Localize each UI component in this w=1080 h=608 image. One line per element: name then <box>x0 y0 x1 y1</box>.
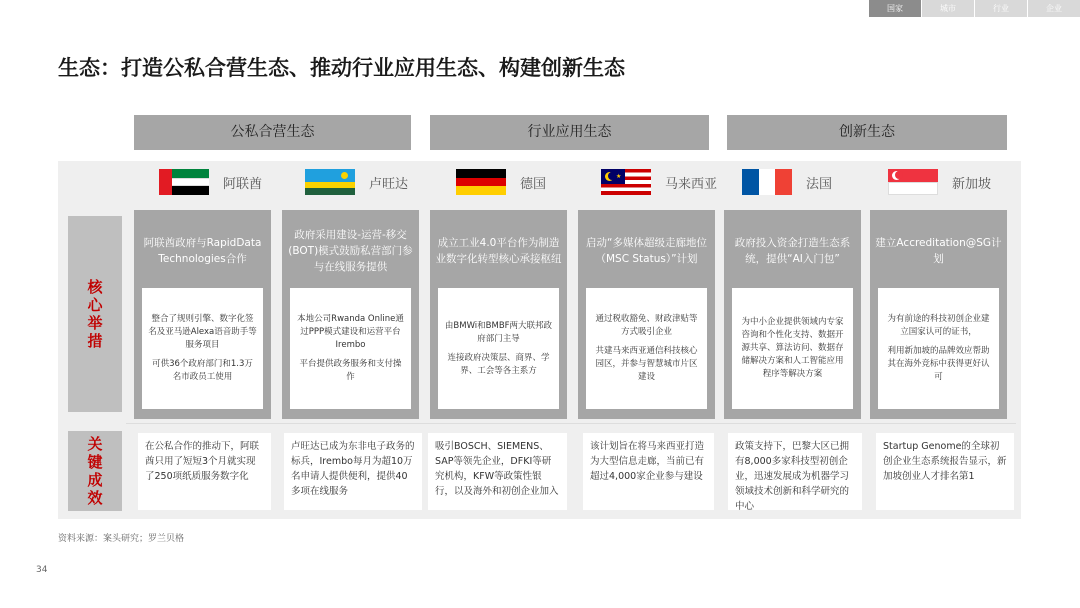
category-innovation: 创新生态 <box>727 115 1007 150</box>
measure-summary: 启动“多媒体超级走廊地位（MSC Status）”计划 <box>586 237 707 265</box>
row-label-results: 关键成效 <box>68 431 122 511</box>
result-singapore: Startup Genome的全球初创企业生态系统报告显示，新加坡创业人才排名第1 <box>876 433 1014 510</box>
top-nav <box>868 0 1080 17</box>
malaysia-flag-icon: ★ <box>601 169 651 195</box>
measure-detail: 为中小企业提供领域内专家咨询和个性化支持、数据开源共享、算法访问、数据存储解决方案和人工智能应用程序等解决方案 <box>732 288 853 409</box>
result-germany: 吸引BOSCH、SIEMENS、SAP等领先企业，DFKI等研究机构，KFW等政策性银行，以及海外和初创企业加入 <box>428 433 567 510</box>
tab-industry[interactable]: 行业 <box>974 0 1027 17</box>
country-name: 德国 <box>520 176 547 192</box>
measure-summary: 建立Accreditation@SG计划 <box>875 237 1002 265</box>
country-name: 阿联酋 <box>223 176 263 192</box>
country-name: 新加坡 <box>952 176 992 192</box>
measure-detail: 本地公司Rwanda Online通过PPP模式建设和运营平台Irembo 平台提供政务服务和支付操作 <box>290 288 411 409</box>
uae-flag-icon <box>159 169 209 195</box>
row-label-measures: 核心举措 <box>68 216 122 412</box>
measure-detail: 通过税收豁免、财政津贴等方式吸引企业 共建马来西亚通信科技核心园区，并参与智慧城市片区建设 <box>586 288 707 409</box>
country-malaysia <box>601 168 717 196</box>
measure-column-germany <box>430 210 567 419</box>
category-industry: 行业应用生态 <box>430 115 709 150</box>
measure-detail: 由BMWi和BMBF两大联邦政府部门主导 连接政府决策层、商界、学界、工会等各主系方 <box>438 288 559 409</box>
singapore-flag-icon <box>888 169 938 195</box>
measure-detail: 整合了规则引擎、数字化签名及亚马逊Alexa语音助手等服务项目 可供36个政府部门和1.3万名市政员工使用 <box>142 288 263 409</box>
measure-summary: 政府采用建设-运营-移交(BOT)模式鼓励私营部门参与在线服务提供 <box>288 229 413 273</box>
measure-column-france <box>724 210 861 419</box>
tab-enterprise[interactable]: 企业 <box>1027 0 1080 17</box>
rwanda-flag-icon <box>305 169 355 195</box>
measure-summary: 政府投入资金打造生态系统，提供“AI入门包” <box>734 237 851 265</box>
page-number: 34 <box>36 565 48 575</box>
country-germany <box>456 168 546 196</box>
result-malaysia: 该计划旨在将马来西亚打造为大型信息走廊，当前已有超过4,000家企业参与建设 <box>583 433 714 510</box>
measure-column-malaysia <box>578 210 715 419</box>
result-france: 政策支持下，巴黎大区已拥有8,000多家科技型初创企业，迅速发展成为机器学习领域技术创新和科学研究的中心 <box>728 433 862 510</box>
country-name: 卢旺达 <box>369 176 409 192</box>
country-france <box>742 168 832 196</box>
result-uae: 在公私合作的推动下，阿联酋只用了短短3个月就实现了250项纸质服务数字化 <box>138 433 271 510</box>
france-flag-icon <box>742 169 792 195</box>
germany-flag-icon <box>456 169 506 195</box>
country-uae <box>159 168 262 196</box>
category-ppp: 公私合营生态 <box>134 115 411 150</box>
page-title: 生态：打造公私合营生态、推动行业应用生态、构建创新生态 <box>58 56 625 80</box>
source-note: 资料来源：案头研究；罗兰贝格 <box>58 534 185 544</box>
country-name: 法国 <box>806 176 833 192</box>
country-name: 马来西亚 <box>665 176 718 192</box>
country-rwanda <box>305 168 408 196</box>
measure-column-singapore <box>870 210 1007 419</box>
measure-summary: 阿联酋政府与RapidData Technologies合作 <box>143 237 262 265</box>
tab-country[interactable]: 国家 <box>868 0 921 17</box>
measure-column-rwanda <box>282 210 419 419</box>
measure-detail: 为有前途的科技初创企业建立国家认可的证书， 利用新加坡的品牌效应帮助其在海外竞标中获得更好认可 <box>878 288 999 409</box>
measure-column-uae <box>134 210 271 419</box>
measure-summary: 成立工业4.0平台作为制造业数字化转型核心承接枢纽 <box>435 237 562 265</box>
result-rwanda: 卢旺达已成为东非电子政务的标兵，Irembo每月为超10万名申请人提供便利，提供40多项在线服务 <box>284 433 422 510</box>
country-singapore <box>888 168 991 196</box>
tab-city[interactable]: 城市 <box>921 0 974 17</box>
row-divider <box>126 423 1016 424</box>
